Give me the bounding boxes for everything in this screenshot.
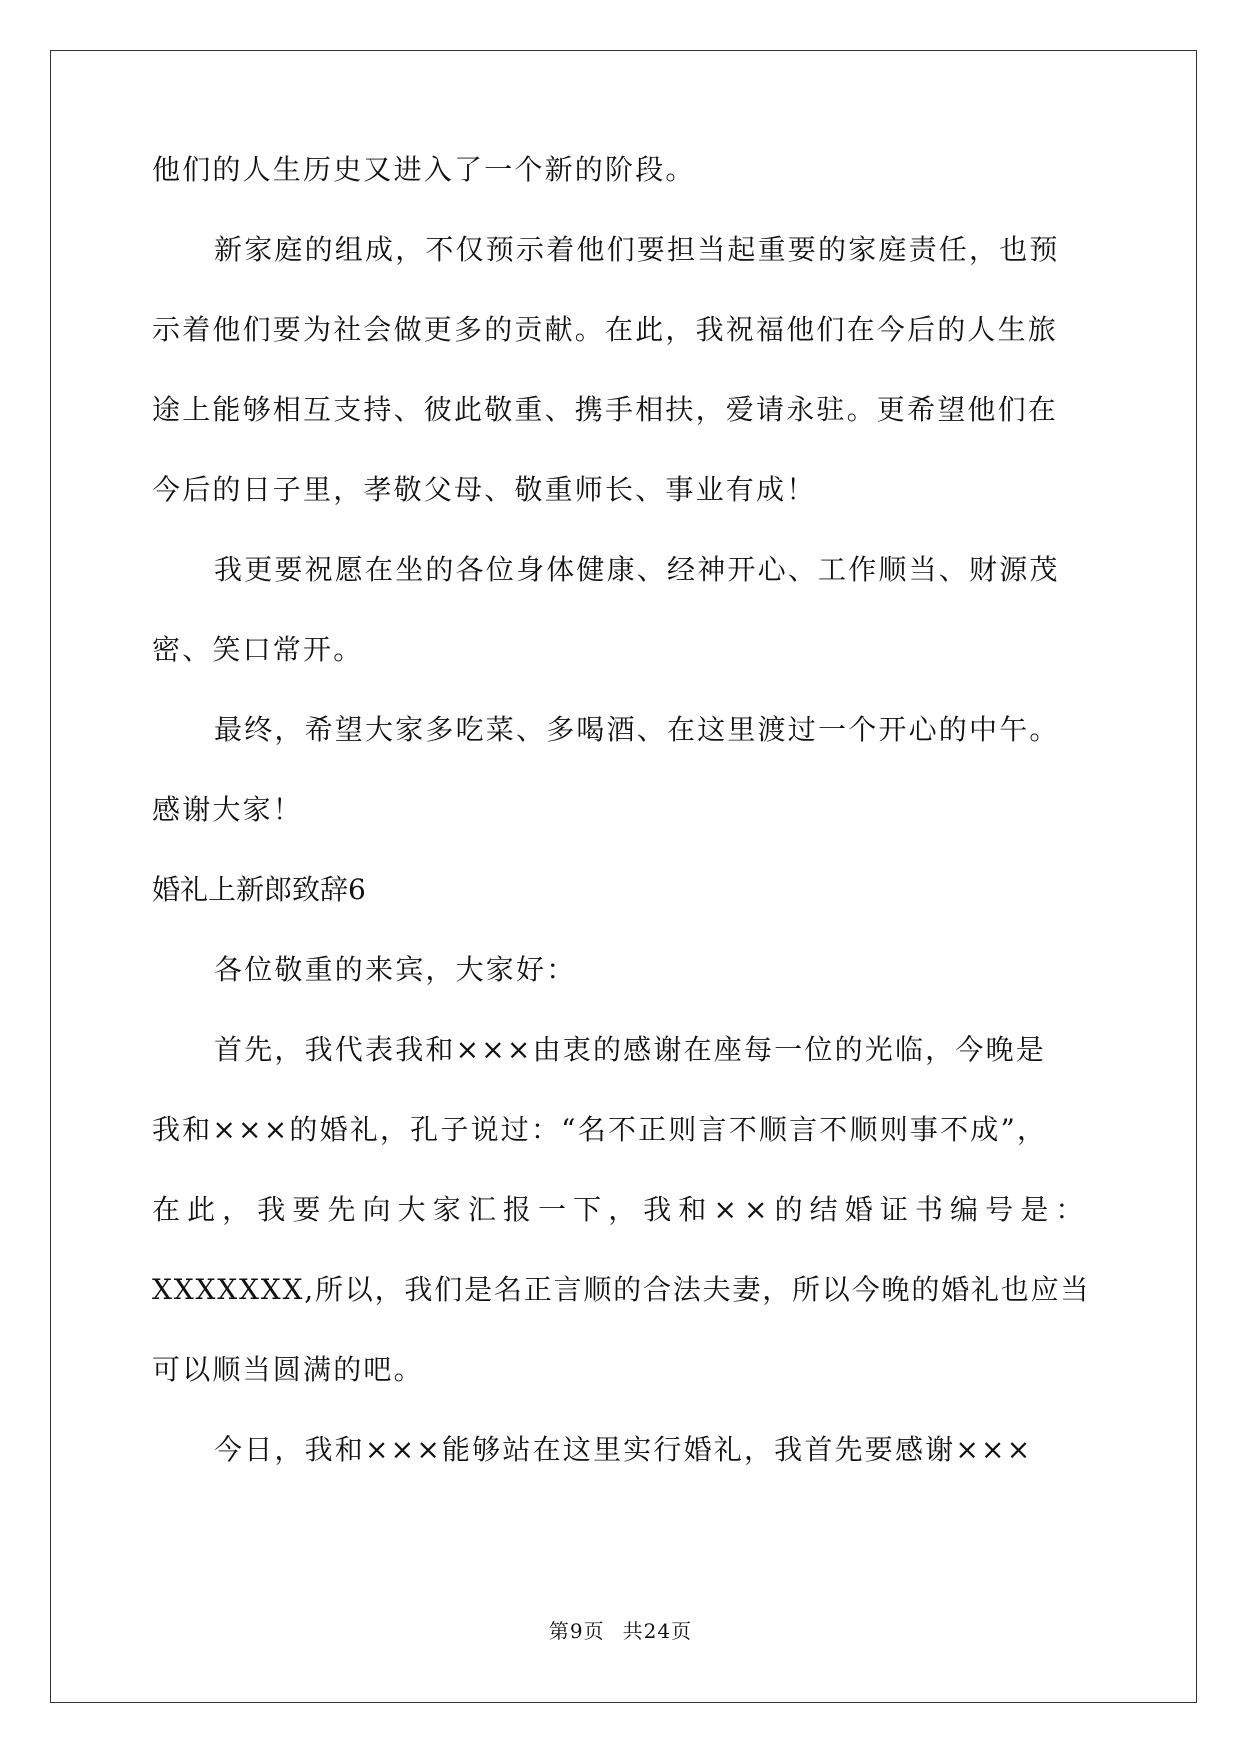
paragraph-line: 可以顺当圆满的吧。 (152, 1353, 424, 1386)
document-body (152, 150, 1090, 1510)
paragraph-line: 首先，我代表我和×××由衷的感谢在座每一位的光临，今晚是 (214, 1033, 1046, 1066)
paragraph-line: 新家庭的组成，不仅预示着他们要担当起重要的家庭责任，也预 (214, 233, 1060, 266)
paragraph-line: 各位敬重的来宾，大家好： (214, 953, 577, 986)
page-total: 共24页 (622, 1619, 693, 1643)
paragraph-line: 今日，我和×××能够站在这里实行婚礼，我首先要感谢××× (214, 1433, 1033, 1466)
paragraph-line: 我和×××的婚礼，孔子说过：“名不正则言不顺言不顺则事不成”， (152, 1113, 1048, 1146)
paragraph-line: 最终，希望大家多吃菜、多喝酒、在这里渡过一个开心的中午。 (214, 713, 1060, 746)
paragraph-line: 我更要祝愿在坐的各位身体健康、经神开心、工作顺当、财源茂 (214, 553, 1060, 586)
section-heading: 婚礼上新郎致辞6 (152, 873, 366, 906)
paragraph-line: 他们的人生历史又进入了一个新的阶段。 (152, 153, 696, 186)
paragraph-line: 示着他们要为社会做更多的贡献。在此，我祝福他们在今后的人生旅 (152, 313, 1059, 346)
paragraph-line: XXXXXXX,所以，我们是名正言顺的合法夫妻，所以今晚的婚礼也应当 (152, 1273, 1091, 1306)
paragraph-line: 密、笑口常开。 (152, 633, 364, 666)
paragraph-line: 途上能够相互支持、彼此敬重、携手相扶，爱请永驻。更希望他们在 (152, 393, 1059, 426)
paragraph-line: 在此，我要先向大家汇报一下，我和××的结婚证书编号是： (152, 1193, 1091, 1226)
page-footer (0, 1617, 1241, 1645)
paragraph-line: 感谢大家！ (152, 793, 304, 826)
page-number: 第9页 (548, 1619, 605, 1643)
paragraph-line: 今后的日子里，孝敬父母、敬重师长、事业有成！ (152, 473, 817, 506)
